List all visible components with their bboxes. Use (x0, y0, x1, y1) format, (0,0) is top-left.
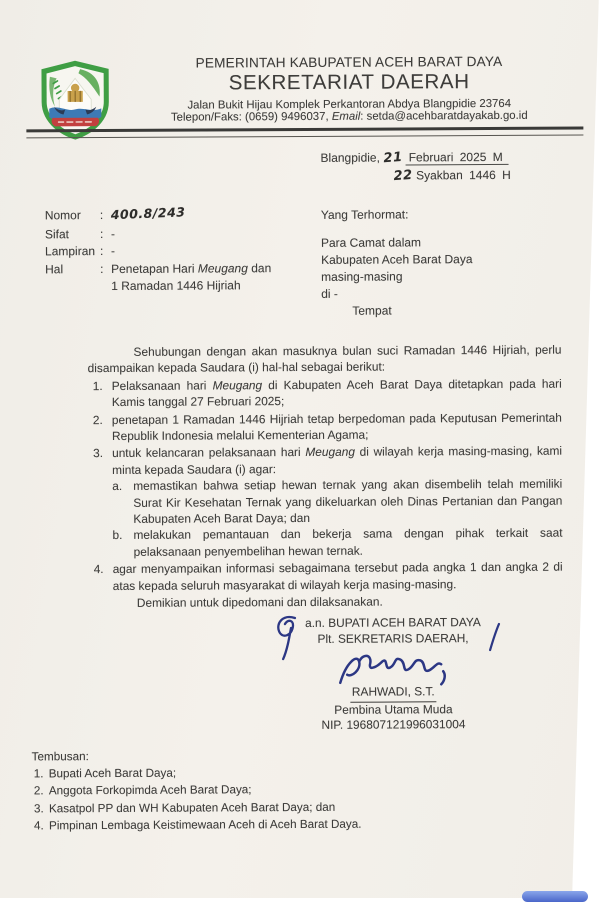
meta-hal-line2: 1 Ramadan 1446 Hijriah (111, 278, 241, 293)
signatory-name: RAHWADI, S.T. (289, 684, 497, 703)
tembusan-block (32, 747, 362, 835)
meta-row-lampiran (45, 242, 305, 261)
meta-label: Sifat (44, 226, 69, 241)
letterhead (116, 54, 582, 124)
signatory-nip: NIP. 196807121996031004 (321, 717, 466, 732)
recipient-salutation: Yang Terhormat: (320, 207, 409, 222)
tembusan-item: 2. Anggota Forkopimda Aceh Barat Daya; (33, 783, 252, 798)
tembusan-item: 3. Kasatpol PP dan WH Kabupaten Aceh Barat Daya; dan (33, 800, 336, 816)
meta-row-sifat (45, 224, 305, 243)
dateline-hijri-text: Syakban 1446 H (416, 167, 511, 182)
tembusan-item: 4. Pimpinan Lembaga Keistimewaan Aceh di Aceh Barat Daya. (33, 817, 362, 833)
letter-meta (45, 206, 305, 296)
meta-value: - (110, 243, 116, 258)
office-name: SEKRETARIAT DAERAH (228, 70, 470, 95)
sub-item-a: a. memastikan bahwa setiap hewan ternak yang akan disembelih telah memiliki Surat Kir Kesehatan Ternak yang dikeluarkan oleh Dinas Pertanian dan Pangan Kabupaten Aceh Barat Daya; dan (112, 476, 563, 526)
meta-row-nomor (45, 206, 305, 226)
recipient-place: Tempat (352, 303, 392, 318)
meta-value: - (110, 226, 115, 241)
tembusan-item: 1. Bupati Aceh Barat Daya; (33, 766, 177, 781)
email-value: : setda@acehbaratdayakab.go.id (360, 109, 528, 123)
meta-colon: : (100, 261, 104, 276)
list-item-2: 2. penetapan 1 Ramadan 1446 Hijriah tetap berpedoman pada Keputusan Pemerintah Republik Indonesia melalui Kementerian Agama; (92, 410, 562, 444)
recipient-line: di - (321, 286, 338, 301)
recipient-block (321, 206, 473, 320)
office-contact (116, 110, 582, 124)
meta-colon: : (99, 208, 104, 223)
recipient-line: Para Camat dalam (320, 235, 422, 250)
dateline-masehi-text: Februari 2025 M (406, 150, 509, 166)
tembusan-label: Tembusan: (31, 750, 89, 764)
dateline-place: Blangpidie, (320, 150, 380, 165)
meta-colon: : (99, 244, 104, 259)
signatory-rank: Pembina Utama Muda (334, 701, 453, 717)
list-item-1: 1. Pelaksanaan hari Meugang di Kabupaten Aceh Barat Daya ditetapkan pada hari Kamis tanggal 27 Februari 2025; (92, 376, 562, 410)
handwritten-day-masehi: 21 (382, 149, 403, 167)
meta-row-hal (45, 259, 305, 278)
opening-paragraph: Sehubungan dengan akan masuknya bulan suci Ramadan 1446 Hijriah, perlu disampaikan kepada Saudara (i) hal-hal sebagai berikut: (87, 342, 562, 376)
closing-sentence: Demikian untuk dipedomani dan dilaksanakan. (136, 594, 383, 610)
sub-item-b: b. melakukan pemantauan dan bekerja sama dengan pihak terkait saat pelaksanaan penyembelihan hewan ternak. (112, 526, 563, 559)
dateline (320, 149, 510, 185)
dateline-hijri (394, 166, 511, 184)
initial-paraf-mark-icon (273, 613, 303, 661)
meta-label: Hal (45, 261, 64, 276)
pen-slash-mark-icon (487, 622, 501, 652)
recipient-line: masing-masing (321, 269, 403, 284)
recipient-line: Kabupaten Aceh Barat Daya (321, 252, 473, 267)
letterhead-divider (26, 127, 583, 139)
meta-label: Lampiran (44, 244, 96, 259)
list-item-4: 4. agar menyampaikan informasi sebagaimana tersebut pada angka 1 dan angka 2 di atas kepada seluruh masyarakat di wilayah kerja masing-masing. (93, 559, 563, 593)
letter-body (87, 342, 562, 612)
phone-text: Telepon/Faks: (0659) 9496037, (170, 110, 329, 124)
email-label: Email (331, 110, 361, 123)
handwritten-day-hijri: 22 (393, 167, 414, 184)
signature-title: Plt. SEKRETARIS DAERAH, (317, 630, 469, 646)
signature-block (289, 615, 498, 734)
government-name: PEMERINTAH KABUPATEN ACEH BARAT DAYA (195, 53, 503, 71)
meta-label: Nomor (44, 208, 81, 223)
meta-value: Penetapan Hari Meugang dan (111, 260, 272, 276)
meta-colon: : (99, 226, 104, 241)
list-item-3: 3. untuk kelancaran pelaksanaan hari Meugang di wilayah kerja masing-masing, kami minta kepada Saudara (i) agar: a. memastikan bahwa setiap hewan ternak yang akan disembelih telah memiliki Surat Kir Kesehatan Ternak yang dikeluarkan oleh Dinas Pertanian dan Pangan Kabupaten Aceh Barat Daya; dan b. melakukan pemantauan dan bekerja sama dengan pihak terkait saat pelaksanaan penyembelihan hewan ternak. (93, 444, 563, 559)
dateline-masehi (320, 149, 510, 167)
office-address: Jalan Bukit Hijau Komplek Perkantoran Abdya Blangpidie 23764 (187, 97, 512, 112)
signature-on-behalf: a.n. BUPATI ACEH BARAT DAYA (305, 615, 481, 630)
handwritten-letter-number: 400.8/243 (110, 204, 186, 223)
